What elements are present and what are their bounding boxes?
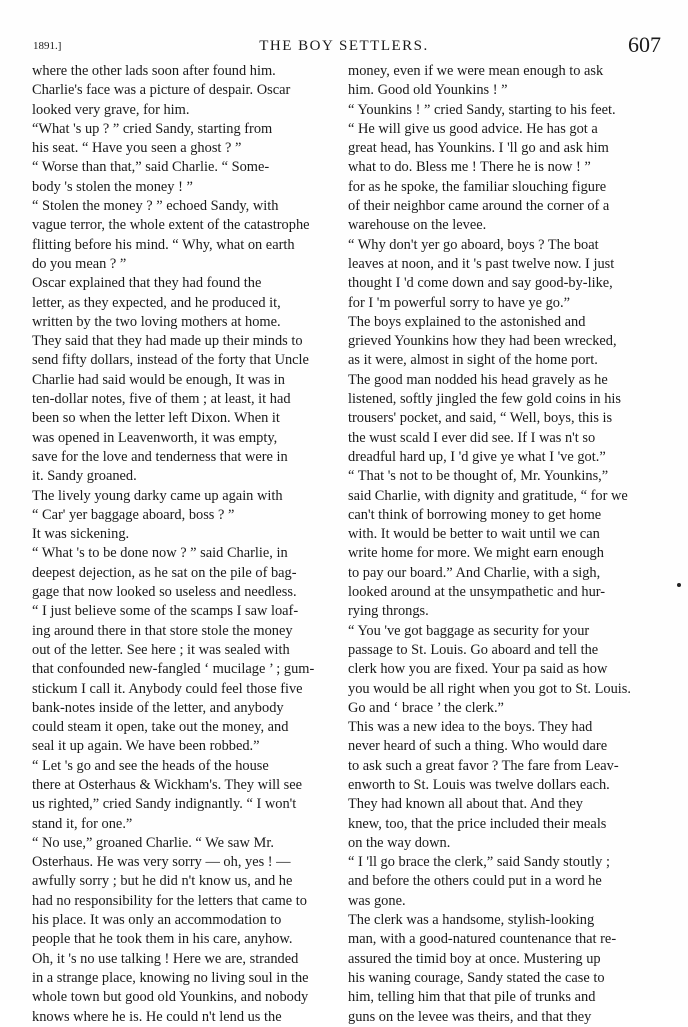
right-column-line: him, telling him that that pile of trunks and: [348, 989, 596, 1006]
header-title: THE BOY SETTLERS.: [259, 38, 429, 54]
left-column-line: deepest dejection, as he sat on the pile of bag-: [32, 564, 297, 581]
left-column-line: Oh, it 's no use talking ! Here we are, stranded: [32, 950, 299, 967]
right-column-line: thought I 'd come down and say good-by-like,: [348, 275, 613, 292]
left-column-line: Charlie had said would be enough, It was in: [32, 371, 285, 388]
margin-speck: [677, 583, 681, 587]
left-column-line: in a strange place, knowing no living soul in the: [32, 969, 309, 986]
left-column-line: stickum I call it. Anybody could feel those five: [32, 680, 303, 697]
left-column-line: “ What 's to be done now ? ” said Charlie, in: [32, 545, 288, 562]
right-column-line: passage to St. Louis. Go aboard and tell the: [348, 641, 599, 658]
right-column-line: “ Why don't yer go aboard, boys ? The boat: [348, 236, 599, 253]
right-column-line: for I 'm powerful sorry to have ye go.”: [348, 294, 570, 311]
left-column-line: save for the love and tenderness that were in: [32, 448, 288, 465]
left-column-line: “ Let 's go and see the heads of the house: [32, 757, 269, 774]
right-column-line: rying throngs.: [348, 603, 429, 620]
left-column-line: do you mean ? ”: [32, 255, 127, 272]
right-column-line: They had known all about that. And they: [348, 796, 583, 813]
left-column-line: seal it up again. We have been robbed.”: [32, 738, 260, 755]
left-column-line: letter, as they expected, and he produced it,: [32, 294, 281, 311]
left-column-line: been so when the letter left Dixon. When it: [32, 410, 280, 427]
right-column-line: never heard of such a thing. Who would dare: [348, 738, 608, 755]
right-column-line: for as he spoke, the familiar slouching figure: [348, 178, 607, 195]
left-column-line: ten-dollar notes, five of them ; at least, it had: [32, 391, 291, 408]
left-column-line: his seat. “ Have you seen a ghost ? ”: [32, 140, 242, 157]
right-column-line: knew, too, that the price included their meals: [348, 815, 607, 832]
right-column-line: grieved Younkins how they had been wrecked,: [348, 333, 617, 350]
left-column-line: “ Stolen the money ? ” echoed Sandy, with: [32, 198, 279, 215]
left-column-line: written by the two loving mothers at home.: [32, 313, 281, 330]
right-column-line: Go and ‘ brace ’ the clerk.”: [348, 699, 504, 716]
left-column-line: there at Osterhaus & Wickham's. They will see: [32, 776, 303, 793]
left-column-line: Osterhaus. He was very sorry — oh, yes ! —: [32, 854, 291, 871]
right-column-line: to pay our board.” And Charlie, with a sigh,: [348, 564, 601, 581]
right-column-line: and before the others could put in a word he: [348, 873, 602, 890]
right-column-line: with. It would be better to wait until we can: [348, 526, 600, 543]
right-column-line: enworth to St. Louis was twelve dollars each.: [348, 776, 610, 793]
right-column-line: “ Younkins ! ” cried Sandy, starting to his feet.: [348, 101, 616, 118]
right-column-line: “ That 's not to be thought of, Mr. Younkins,”: [348, 468, 609, 485]
left-column-line: send fifty dollars, instead of the forty that Uncle: [32, 352, 309, 369]
left-column-line: it. Sandy groaned.: [32, 468, 137, 485]
left-column-line: Charlie's face was a picture of despair. Oscar: [32, 82, 291, 99]
right-column-line: dreadful hard up, I 'd give ye what I 've got.”: [348, 448, 606, 465]
left-column-line: bank-notes inside of the letter, and anybody: [32, 699, 284, 716]
right-column-line: said Charlie, with dignity and gratitude, “ for we: [348, 487, 628, 504]
left-column-line: stand it, for one.”: [32, 815, 133, 832]
left-column-line: where the other lads soon after found him.: [32, 63, 276, 79]
right-column-line: leaves at noon, and it 's past twelve now. I just: [348, 255, 615, 272]
left-column-line: flitting before his mind. “ Why, what on earth: [32, 236, 295, 253]
header-year: 1891.]: [33, 40, 62, 52]
left-column-line: “ No use,” groaned Charlie. “ We saw Mr.: [32, 834, 274, 851]
left-column-line: gage that now looked so useless and needless.: [32, 584, 297, 601]
left-column-line: vague terror, the whole extent of the catastrophe: [32, 217, 310, 234]
left-column-line: whole town but good old Younkins, and nobody: [32, 989, 309, 1006]
left-column-line: could steam it open, take out the money, and: [32, 719, 289, 736]
right-column-line: money, even if we were mean enough to ask: [348, 63, 604, 79]
right-column-line: him. Good old Younkins ! ”: [348, 82, 508, 99]
left-column-line: “ Car' yer baggage aboard, boss ? ”: [32, 506, 235, 523]
right-column-line: assured the timid boy at once. Mustering up: [348, 950, 601, 967]
right-column-line: man, with a good-natured countenance that re-: [348, 931, 617, 948]
right-column-line: listened, softly jingled the few gold coins in his: [348, 391, 621, 408]
right-column-line: The good man nodded his head gravely as he: [348, 371, 608, 388]
left-column-line: us righted,” cried Sandy indignantly. “ I won't: [32, 796, 297, 813]
right-column-line: on the way down.: [348, 834, 451, 851]
page-number: 607: [628, 32, 661, 57]
right-column-line: The clerk was a handsome, stylish-looking: [348, 912, 595, 929]
left-column-line: was opened in Leavenworth, it was empty,: [32, 429, 278, 446]
left-column-line: looked very grave, for him.: [32, 101, 190, 118]
running-header: [0, 32, 688, 58]
left-column-line: The lively young darky came up again with: [32, 487, 283, 504]
right-column-line: “ He will give us good advice. He has got a: [348, 120, 598, 137]
right-column-line: This was a new idea to the boys. They had: [348, 719, 593, 736]
right-column-line: can't think of borrowing money to get home: [348, 506, 602, 523]
right-column-line: you would be all right when you got to St. Louis.: [348, 680, 631, 697]
right-column-line: was gone.: [348, 892, 406, 909]
right-column-line: “ You 've got baggage as security for your: [348, 622, 590, 639]
right-column-line: the wust scald I ever did see. If I was n't so: [348, 429, 596, 446]
right-column-line: great head, has Younkins. I 'll go and ask him: [348, 140, 609, 157]
right-column-line: what to do. Bless me ! There he is now ! ”: [348, 159, 591, 176]
left-column-line: ing around there in that store stole the money: [32, 622, 293, 639]
right-column-line: trousers' pocket, and said, “ Well, boys, this is: [348, 410, 613, 427]
left-column-line: out of the letter. See here ; it was sealed with: [32, 641, 290, 658]
left-column-line: people that he took them in his care, anyhow.: [32, 931, 293, 948]
right-column-line: clerk how you are fixed. Your pa said as how: [348, 661, 608, 678]
left-column-line: had no responsibility for the letters that came to: [32, 892, 307, 909]
left-column-line: Oscar explained that they had found the: [32, 275, 262, 292]
left-column-line: knows where he is. He could n't lend us the: [32, 1008, 282, 1025]
left-column-line: “ Worse than that,” said Charlie. “ Some-: [32, 159, 270, 176]
left-column-line: awfully sorry ; but he did n't know us, and he: [32, 873, 293, 890]
right-column-line: write home for more. We might earn enough: [348, 545, 604, 562]
left-column-line: “ I just believe some of the scamps I saw loaf-: [32, 603, 299, 620]
right-column-line: looked around at the unsympathetic and hur-: [348, 584, 606, 601]
right-column-line: of their neighbor came around the corner of a: [348, 198, 610, 215]
right-column-line: as it were, almost in sight of the home port.: [348, 352, 598, 369]
left-column-line: his place. It was only an accommodation to: [32, 912, 282, 929]
right-column: [348, 62, 654, 1027]
left-column-line: It was sickening.: [32, 526, 130, 543]
left-column-line: body 's stolen the money ! ”: [32, 178, 193, 195]
right-column-line: guns on the levee was theirs, and that they: [348, 1008, 592, 1025]
left-column-line: They said that they had made up their minds to: [32, 333, 303, 350]
left-column-line: “What 's up ? ” cried Sandy, starting from: [32, 120, 273, 137]
left-column-line: that confounded new-fangled ‘ mucilage ’ ; gum-: [32, 661, 315, 678]
left-column: [32, 62, 338, 1027]
right-column-line: to ask such a great favor ? The fare from Leav-: [348, 757, 619, 774]
right-column-line: The boys explained to the astonished and: [348, 313, 586, 330]
right-column-line: “ I 'll go brace the clerk,” said Sandy stoutly ;: [348, 854, 610, 871]
right-column-line: warehouse on the levee.: [348, 217, 487, 234]
right-column-line: his waning courage, Sandy stated the case to: [348, 969, 605, 986]
